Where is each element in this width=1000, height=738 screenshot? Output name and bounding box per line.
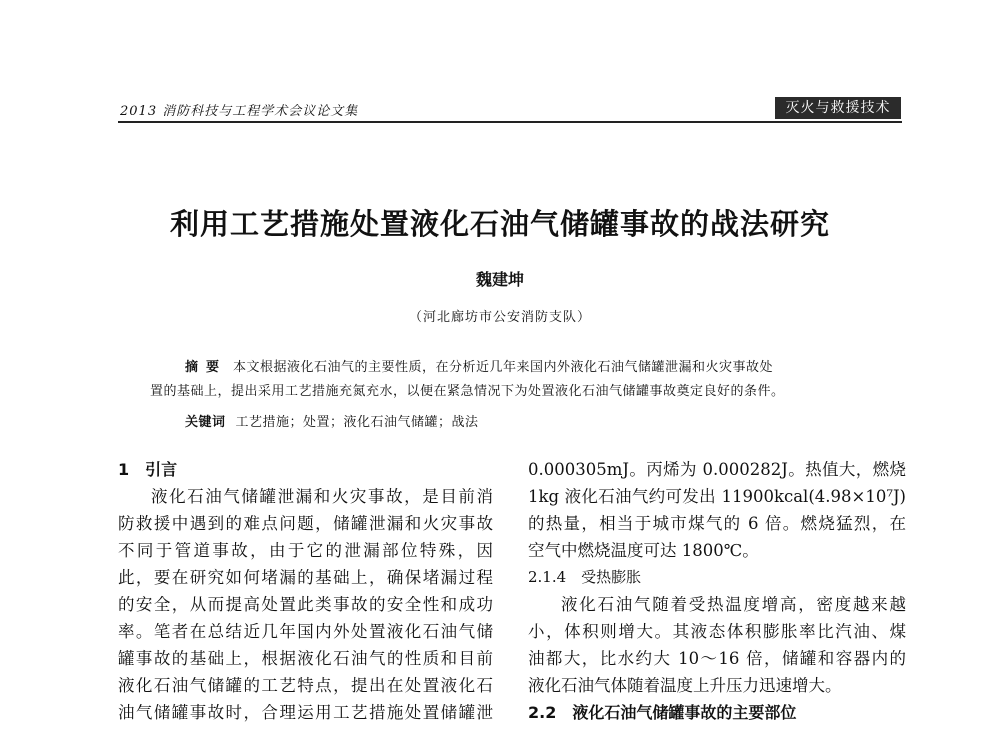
subsection-heading-main-locations: 2.2 液化石油气储罐事故的主要部位 bbox=[528, 703, 797, 722]
running-header-left: 2013 消防科技与工程学术会议论文集 bbox=[120, 104, 359, 119]
keywords-text: 工艺措施；处置；液化石油气储罐；战法 bbox=[235, 415, 479, 430]
abstract bbox=[150, 356, 875, 404]
body-line: 0.000305mJ。丙烯为 0.000282J。热值大，燃烧 bbox=[528, 460, 906, 479]
body-line: 防救援中遇到的难点问题，储罐泄漏和火灾事故 bbox=[118, 514, 493, 533]
body-line: 罐事故的基础上，根据液化石油气的性质和目前 bbox=[118, 649, 493, 668]
body-line: 率。笔者在总结近几年国内外处置液化石油气储 bbox=[118, 622, 493, 641]
left-column bbox=[118, 456, 493, 726]
body-line: 的热量，相当于城市煤气的 6 倍。燃烧猛烈，在 bbox=[528, 514, 906, 533]
keywords bbox=[185, 411, 479, 430]
section-heading-intro: 1 引言 bbox=[118, 460, 178, 479]
body-line: 小，体积则增大。其液态体积膨胀率比汽油、煤 bbox=[528, 622, 906, 641]
body-line: 空气中燃烧温度可达 1800℃。 bbox=[528, 541, 759, 560]
abstract-line-2: 置的基础上，提出采用工艺措施充氮充水，以便在紧急情况下为处置液化石油气储罐事故奠定良好的条件。 bbox=[150, 384, 785, 399]
header-divider bbox=[118, 121, 902, 123]
body-line: 液化石油气体随着温度上升压力迅速增大。 bbox=[528, 676, 842, 695]
paper-title: 利用工艺措施处置液化石油气储罐事故的战法研究 bbox=[169, 207, 830, 241]
body-line: 1kg 液化石油气约可发出 11900kcal(4.98×10⁷J) bbox=[528, 487, 906, 506]
author: 魏建坤 bbox=[475, 270, 524, 289]
keywords-label: 关键词 bbox=[185, 415, 226, 430]
abstract-label: 摘要 bbox=[185, 360, 228, 375]
body-line: 的安全，从而提高处置此类事故的安全性和成功 bbox=[118, 595, 493, 614]
body-line: 不同于管道事故，由于它的泄漏部位特殊，因 bbox=[118, 541, 493, 560]
body-line: 此，要在研究如何堵漏的基础上，确保堵漏过程 bbox=[118, 568, 493, 587]
abstract-line-1 bbox=[185, 356, 875, 380]
body-line: 油都大，比水约大 10～16 倍，储罐和容器内的 bbox=[528, 649, 906, 668]
body-line: 油气储罐事故时，合理运用工艺措施处置储罐泄 bbox=[118, 703, 493, 722]
subsection-heading-thermal-expansion: 2.1.4 受热膨胀 bbox=[528, 568, 642, 586]
right-column bbox=[528, 456, 906, 726]
affiliation: （河北廊坊市公安消防支队） bbox=[408, 310, 591, 325]
body-line: 液化石油气储罐泄漏和火灾事故，是目前消 bbox=[151, 487, 493, 506]
body-line: 液化石油气随着受热温度增高，密度越来越 bbox=[561, 595, 906, 614]
body-line: 液化石油气储罐的工艺特点，提出在处置液化石 bbox=[118, 676, 493, 695]
abstract-text-1: 本文根据液化石油气的主要性质，在分析近几年来国内外液化石油气储罐泄漏和火灾事故处 bbox=[233, 360, 774, 375]
section-tag: 灭火与救援技术 bbox=[775, 97, 901, 119]
